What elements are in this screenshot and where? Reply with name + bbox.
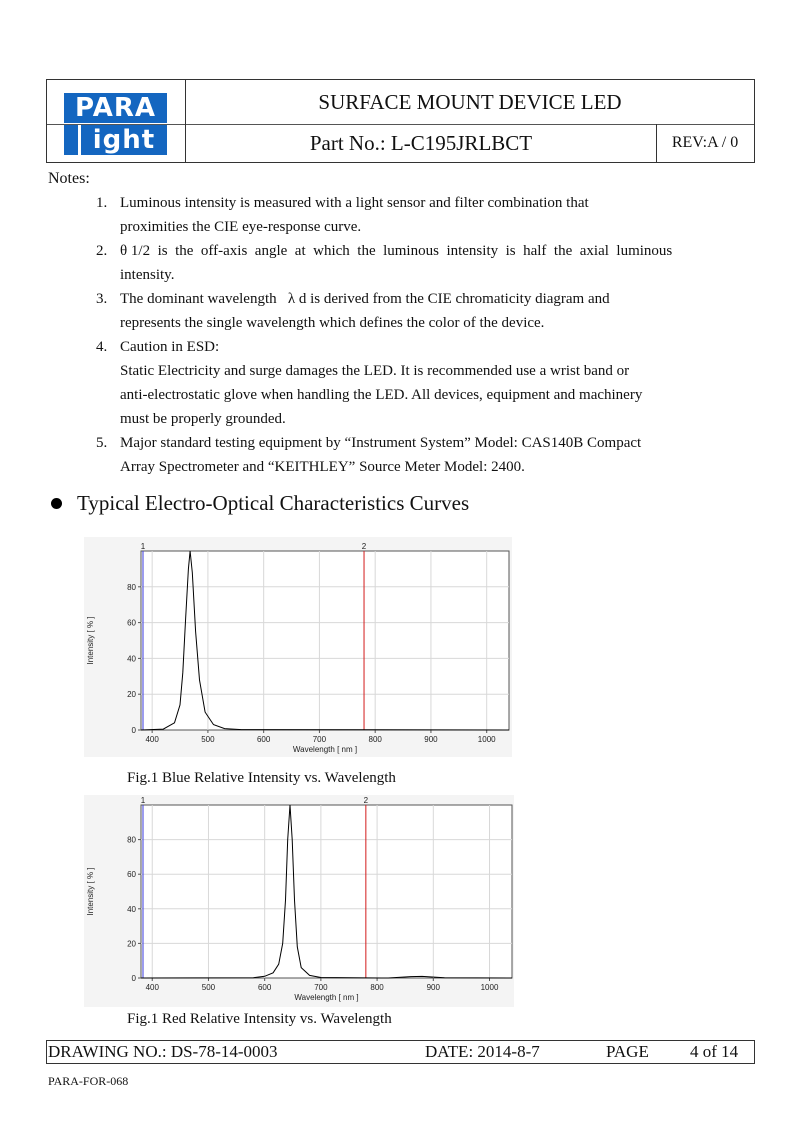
- blue-spectrum-chart: [84, 537, 512, 757]
- note-number: 2.: [96, 243, 108, 259]
- note-text: must be properly grounded.: [120, 411, 286, 427]
- x-axis-label: Wavelength [ nm ]: [294, 993, 359, 1002]
- y-axis-label: Intensity [ % ]: [86, 867, 95, 916]
- y-tick-label: 60: [127, 870, 136, 880]
- page-number: 4 of 14: [690, 1042, 739, 1061]
- y-tick-label: 40: [127, 904, 136, 914]
- figure-caption: Fig.1 Blue Relative Intensity vs. Wavelength: [127, 770, 396, 786]
- footer-top-line: [46, 1040, 755, 1041]
- document-title: SURFACE MOUNT DEVICE LED: [318, 90, 622, 114]
- form-id: PARA-FOR-068: [48, 1074, 129, 1088]
- logo-text-para: PARA: [64, 93, 167, 123]
- section-title: Typical Electro-Optical Characteristics Curves: [77, 491, 470, 515]
- x-tick-label: 900: [424, 735, 438, 744]
- note-number: 4.: [96, 339, 108, 355]
- x-tick-label: 1000: [477, 735, 496, 744]
- bullet-icon: [51, 498, 62, 509]
- note-text: Caution in ESD:: [120, 339, 220, 355]
- notes-heading: Notes:: [48, 170, 90, 187]
- note-number: 1.: [96, 195, 108, 211]
- y-tick-label: 20: [127, 690, 136, 700]
- y-tick-label: 80: [127, 582, 136, 592]
- revision: REV:A / 0: [671, 134, 739, 151]
- x-tick-label: 800: [368, 735, 382, 744]
- marker-label: 2: [363, 796, 369, 805]
- company-logo: [64, 93, 167, 155]
- note-number: 3.: [96, 291, 108, 307]
- x-tick-label: 700: [312, 735, 327, 744]
- y-tick-label: 40: [127, 654, 136, 664]
- y-tick-label: 0: [131, 974, 136, 983]
- red-spectrum-svg: [84, 795, 514, 1007]
- note-text: intensity.: [120, 267, 175, 283]
- y-tick-label: 0: [131, 726, 136, 735]
- x-tick-label: 400: [145, 983, 159, 992]
- note-text: proximities the CIE eye-response curve.: [120, 219, 362, 235]
- x-tick-label: 900: [426, 983, 440, 992]
- note-text: represents the single wavelength which defines the color of the device.: [120, 315, 545, 331]
- footer-left-line: [46, 1040, 47, 1064]
- x-tick-label: 800: [370, 983, 384, 992]
- x-tick-label: 500: [201, 735, 215, 744]
- note-text: The dominant wavelength λ d is derived from the CIE chromaticity diagram and: [120, 291, 610, 307]
- y-tick-label: 80: [127, 835, 136, 845]
- x-tick-label: 500: [201, 983, 216, 992]
- logo-l-stem: [64, 125, 78, 155]
- frame-right-line: [754, 79, 755, 163]
- header-bottom-line: [46, 162, 755, 163]
- note-text: Array Spectrometer and “KEITHLEY” Source Meter Model: 2400.: [120, 459, 525, 475]
- x-tick-label: 400: [145, 735, 159, 744]
- part-number: Part No.: L-C195JRLBCT: [309, 131, 533, 155]
- x-tick-label: 600: [256, 735, 271, 744]
- marker-label: 2: [361, 542, 367, 551]
- footer-bottom-line: [46, 1063, 755, 1064]
- blue-spectrum-svg: [84, 537, 512, 757]
- y-tick-label: 60: [127, 618, 136, 628]
- frame-left-line: [46, 79, 47, 163]
- marker-label: 1: [140, 542, 146, 551]
- plot-area: [141, 805, 512, 978]
- note-text: anti-electrostatic glove when handling the LED. All devices, equipment and machinery: [120, 387, 643, 403]
- x-tick-label: 700: [314, 983, 328, 992]
- x-tick-label: 600: [257, 983, 272, 992]
- y-axis-label: Intensity [ % ]: [86, 616, 95, 665]
- footer-right-line: [754, 1040, 755, 1064]
- y-tick-label: 20: [127, 939, 136, 949]
- logo-text-light: ight: [81, 125, 167, 155]
- note-text: Luminous intensity is measured with a light sensor and filter combination that: [120, 195, 589, 211]
- figure-caption: Fig.1 Red Relative Intensity vs. Wavelength: [127, 1011, 392, 1027]
- marker-label: 1: [140, 796, 146, 805]
- x-axis-label: Wavelength [ nm ]: [292, 745, 358, 754]
- note-text: Static Electricity and surge damages the LED. It is recommended use a wrist band or: [120, 363, 630, 379]
- note-text: Major standard testing equipment by “Instrument System” Model: CAS140B Compact: [120, 435, 642, 451]
- document-date: DATE: 2014-8-7: [425, 1042, 540, 1061]
- note-text: θ 1/2 is the off-axis angle at which the luminous intensity is half the axial luminous: [120, 243, 673, 259]
- page-label: PAGE: [606, 1042, 649, 1061]
- red-spectrum-chart: [84, 795, 514, 1007]
- drawing-number: DRAWING NO.: DS-78-14-0003: [48, 1042, 278, 1061]
- note-number: 5.: [96, 435, 108, 451]
- x-tick-label: 1000: [480, 983, 499, 992]
